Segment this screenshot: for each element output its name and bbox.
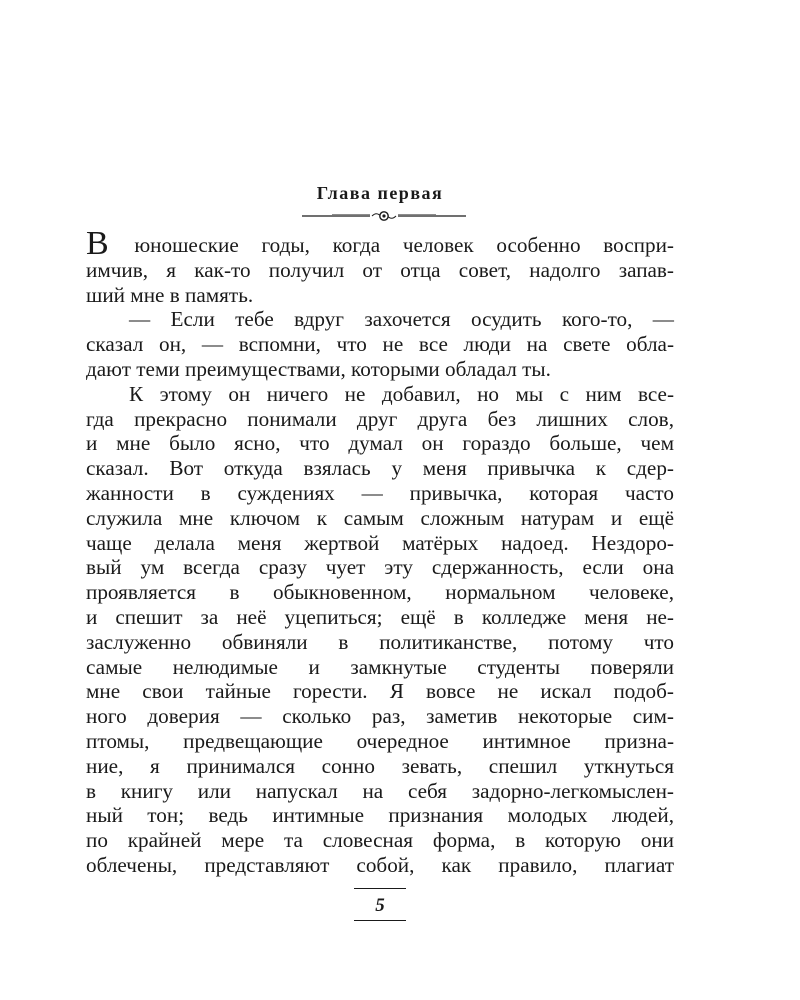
page-number-block	[350, 886, 410, 926]
text-line-20: ного доверия — сколько раз, заметив некоторые сим-	[86, 704, 674, 729]
text-line-4: — Если тебе вдруг захочется осудить кого-то, —	[129, 307, 674, 332]
chapter-body-text	[86, 225, 674, 878]
text-line-7: К этому он ничего не добавил, но мы с ним все-	[129, 381, 674, 406]
text-line-8: гда прекрасно понимали друг друга без лишних слов,	[86, 406, 674, 431]
drop-cap: В	[86, 225, 109, 262]
text-line-21: птомы, предвещающие очередное интимное призна-	[86, 728, 674, 753]
text-line-15: проявляется в обыкновенном, нормальном человеке,	[86, 580, 674, 605]
text-line-18: самые нелюдимые и замкнутые студенты поверяли	[86, 654, 674, 679]
page-number-rule-bottom	[354, 920, 406, 921]
text-line-6: дают теми преимуществами, которыми обладал ты.	[86, 356, 551, 381]
text-line-17: заслуженно обвиняли в политиканстве, потому что	[86, 629, 674, 654]
text-line-14: вый ум всегда сразу чует эту сдержанность, если она	[86, 555, 674, 580]
text-line-9: и мне было ясно, что думал он гораздо больше, чем	[86, 431, 674, 456]
text-line-3: ший мне в память.	[86, 282, 254, 307]
text-line-26: облечены, представляют собой, как правило, плагиат	[86, 852, 674, 877]
book-page	[86, 0, 674, 1000]
text-line-22: ние, я принимался сонно зевать, спешил уткнуться	[86, 753, 674, 778]
text-line-25: по крайней мере та словесная форма, в которую они	[86, 828, 674, 853]
text-line-24: ный тон; ведь интимные признания молодых людей,	[86, 803, 674, 828]
text-line-2: имчив, я как-то получил от отца совет, надолго запав-	[86, 257, 674, 282]
page-number: 5	[375, 895, 385, 916]
text-line-12: служила мне ключом к самым сложным натурам и ещё	[86, 505, 674, 530]
text-line-19: мне свои тайные горести. Я вовсе не искал подоб-	[86, 679, 674, 704]
page-number-rule-top	[354, 888, 406, 889]
text-line-16: и спешит за неё уцепиться; ещё в колледже меня не-	[86, 604, 674, 629]
text-line-23: в книгу или напускал на себя задорно-легкомыслен-	[86, 778, 674, 803]
text-line-1: В юношеские годы, когда человек особенно воспри-	[86, 225, 674, 262]
chapter-ornament-divider	[302, 209, 466, 223]
text-line-5: сказал он, — вспомни, что не все люди на свете обла-	[86, 332, 674, 357]
text-line-13: чаще делала меня жертвой матёрых надоед. Нездоро-	[86, 530, 674, 555]
text-line-10: сказал. Вот откуда взялась у меня привычка к сдер-	[86, 456, 674, 481]
chapter-title: Глава первая	[316, 183, 444, 203]
text-line-11: жанности в суждениях — привычка, которая часто	[86, 480, 674, 505]
